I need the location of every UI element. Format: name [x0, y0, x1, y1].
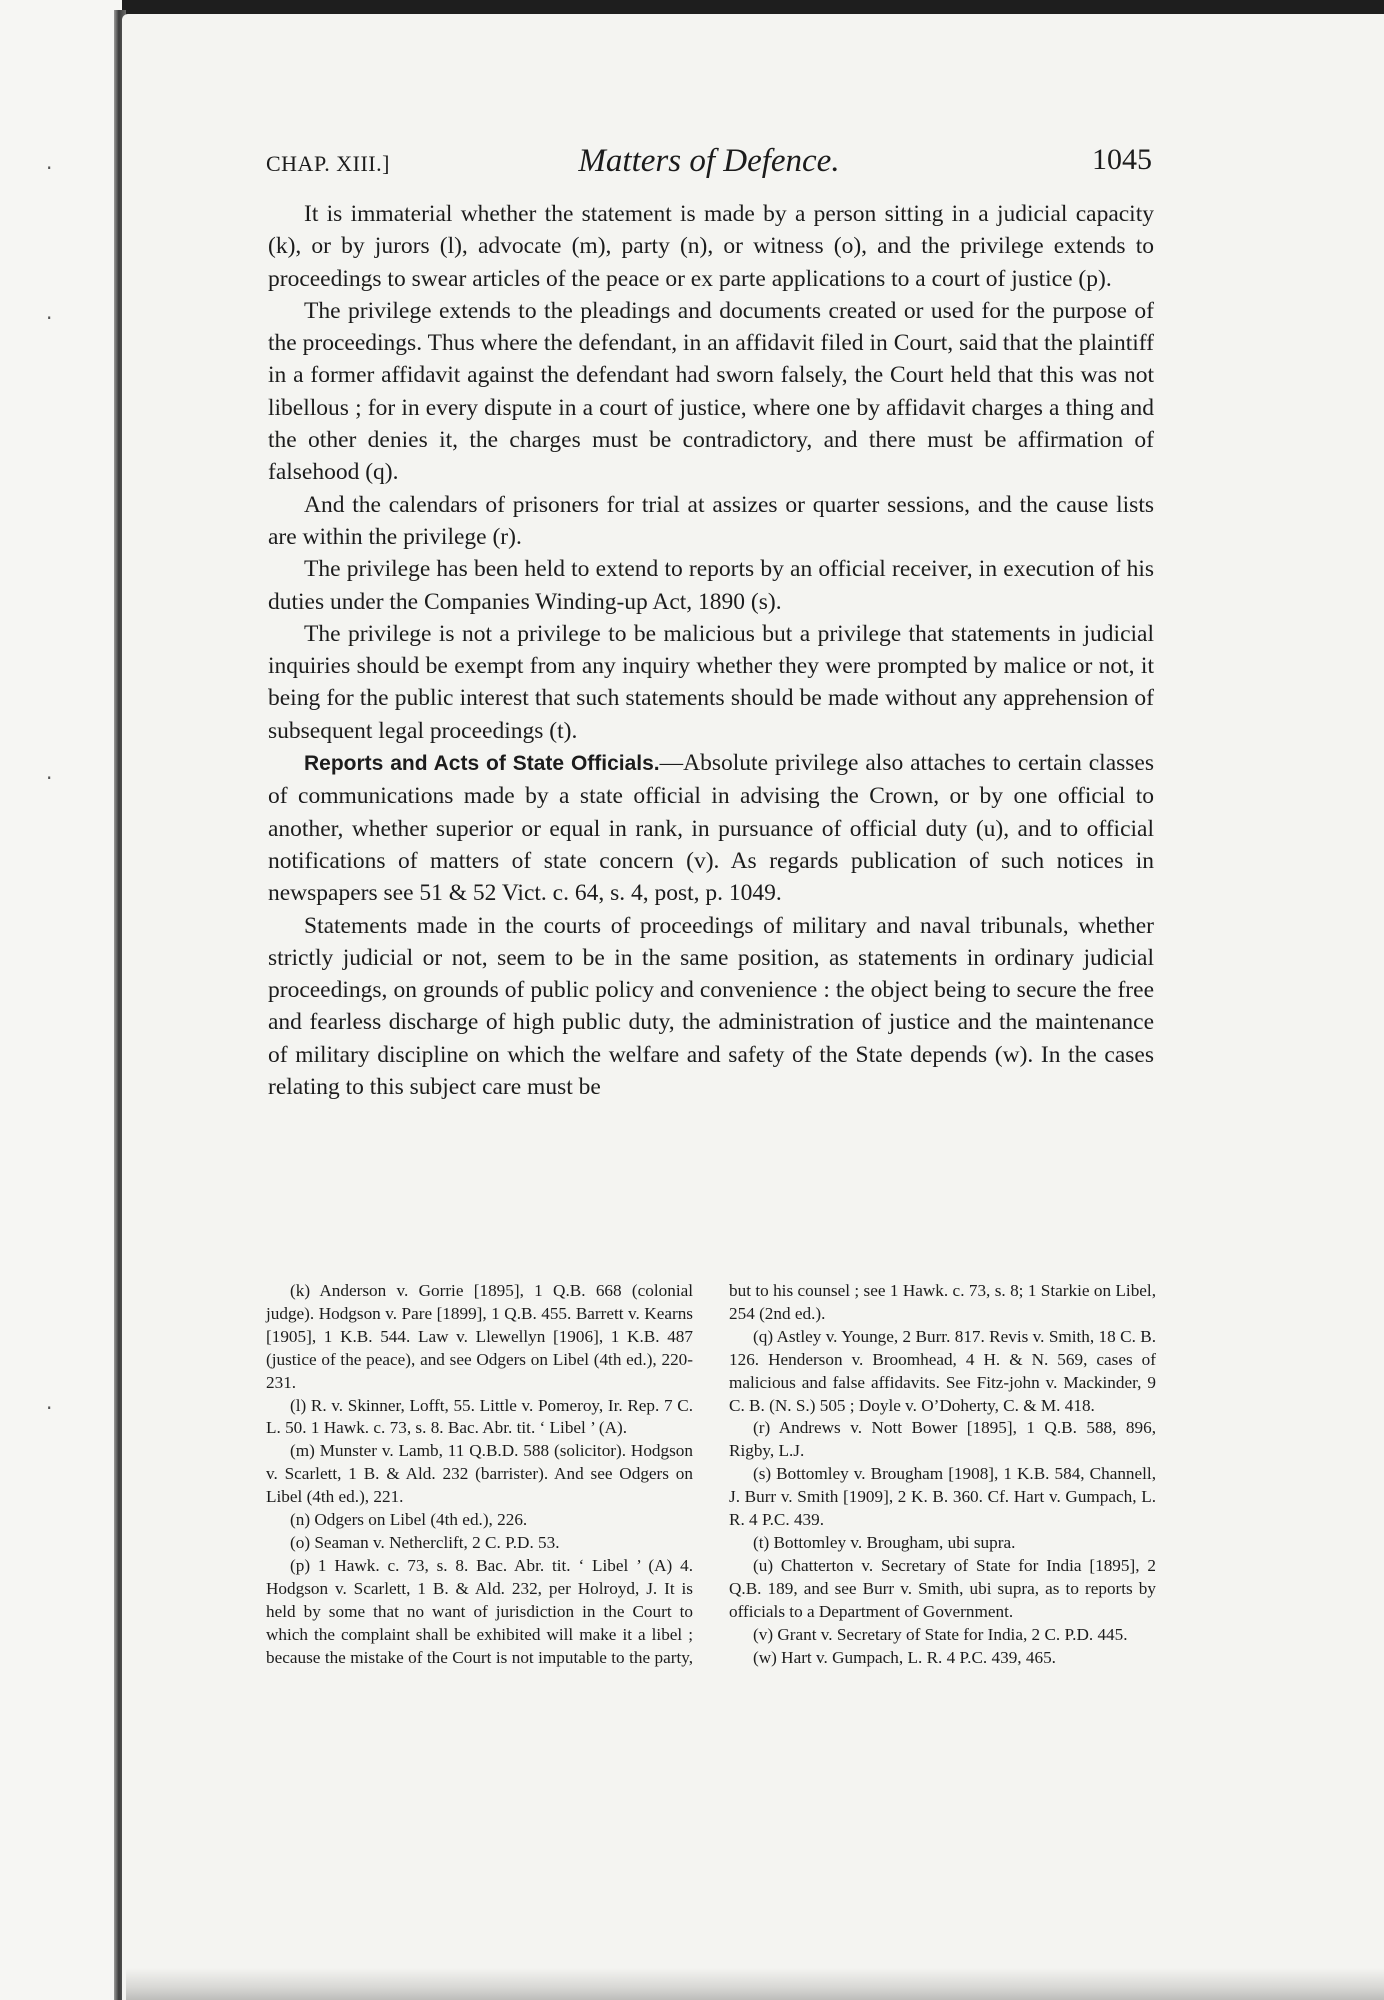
footnote: (w) Hart v. Gumpach, L. R. 4 P.C. 439, 465. — [753, 1647, 1056, 1667]
margin-mark: . — [46, 1390, 53, 1414]
footnote: (r) Andrews v. Nott Bower [1895], 1 Q.B. 588, 896, Rigby, L.J. — [729, 1418, 1156, 1461]
footnote: (s) Bottomley v. Brougham [1908], 1 K.B. 584, Channell, J. Burr v. Smith [1909], 2 K. B. 360. Cf. Hart v. Gumpach, L. R. 4 P.C. 439. — [729, 1464, 1156, 1530]
footnote: (l) R. v. Skinner, Lofft, 55. Little v. Pomeroy, Ir. Rep. 7 C. L. 50. 1 Hawk. c. 73, s. 8. Bac. Abr. tit. ‘ Libel ’ (A). — [266, 1395, 693, 1438]
main-text — [268, 198, 1154, 1103]
paragraph: Statements made in the courts of proceedings of military and naval tribunals, whether strictly judicial or not, seem to be in the same position, as statements in ordinary judicial proceedings, on grounds of public policy and convenience : the object being to secure the free and fearless discharge of high public duty, the administration of justice and the maintenance of military discipline on which the welfare and safety of the State depends (w). In the cases relating to this subject care must be — [268, 912, 1154, 1101]
footnote: (n) Odgers on Libel (4th ed.), 226. — [290, 1510, 528, 1530]
page-bottom-shadow — [126, 1968, 1384, 2000]
adjacent-page-strip — [0, 0, 122, 2000]
margin-mark: . — [46, 300, 53, 324]
footnote: (u) Chatterton v. Secretary of State for India [1895], 2 Q.B. 189, and see Burr v. Smith, ubi supra, as to reports by officials to a Department of Government. — [729, 1555, 1156, 1621]
paragraph: And the calendars of prisoners for trial at assizes or quarter sessions, and the cause lists are within the privilege (r). — [268, 491, 1154, 550]
paragraph-text: —Absolute privilege also attaches to certain classes of communications made by a state official in advising the Crown, or by one official to another, whether superior or equal in rank, in pursuance of official duty (u), and to official notifications of matters of state concern (v). As regards publication of such notices in newspapers see 51 & 52 Vict. c. 64, s. 4, post, p. 1049. — [268, 750, 1154, 907]
margin-mark: . — [46, 150, 53, 174]
footnote: (m) Munster v. Lamb, 11 Q.B.D. 588 (solicitor). Hodgson v. Scarlett, 1 B. & Ald. 232 (barrister). And see Odgers on Libel (4th ed.), 221. — [266, 1441, 693, 1507]
footnote: (k) Anderson v. Gorrie [1895], 1 Q.B. 668 (colonial judge). Hodgson v. Pare [1899], 1 Q.B. 455. Barrett v. Kearns [1905], 1 K.B. 544. Law v. Llewellyn [1906], 1 K.B. 487 (justice of the peace), and see Odgers on Libel (4th ed.), 220-231. — [266, 1281, 693, 1392]
chapter-label: CHAP. XIII.] — [266, 151, 390, 176]
paragraph: The privilege is not a privilege to be malicious but a privilege that statements in judicial inquiries should be exempt from any inquiry whether they were prompted by malice or not, it being for the public interest that such statements should be made without any apprehension of subsequent legal proceedings (t). — [268, 620, 1154, 744]
footnote: (o) Seaman v. Netherclift, 2 C. P.D. 53. — [290, 1532, 560, 1552]
footnotes — [266, 1280, 1156, 1669]
footnote: (v) Grant v. Secretary of State for India, 2 C. P.D. 445. — [753, 1624, 1128, 1644]
footnote: (p) 1 Hawk. c. 73, s. 8. Bac. Abr. tit. ‘ Libel ’ (A) 4. Hodgson v. Scarlett, 1 B. & Ald. 232, per Holroyd, J. It is held by some that no want of jurisdiction in the Court to which the complaint shall be exhibited will make it a libel ; because the mistake of the Court is not imputable to the party, but to his counsel ; see 1 Hawk. c. 73, s. 8; 1 Starkie on Libel, 254 (2nd ed.). — [266, 1281, 1156, 1667]
running-header — [266, 143, 1152, 183]
running-title: Matters of Defence. — [578, 143, 840, 179]
paragraph — [268, 747, 1154, 909]
paragraph: The privilege has been held to extend to reports by an official receiver, in execution of his duties under the Companies Winding-up Act, 1890 (s). — [268, 556, 1154, 615]
margin-mark: . — [46, 760, 53, 784]
page-number: 1045 — [1092, 143, 1152, 176]
paragraph: The privilege extends to the pleadings and documents created or used for the purpose of the proceedings. Thus where the defendant, in an affidavit filed in Court, said that the plaintiff in a former affidavit against the defendant had sworn falsely, the Court held that this was not libellous ; for in every dispute in a court of justice, where one by affidavit charges a thing and the other denies it, the charges must be contradictory, and there must be affirmation of falsehood (q). — [268, 297, 1154, 486]
footnote: (q) Astley v. Younge, 2 Burr. 817. Revis v. Smith, 18 C. B. 126. Henderson v. Broomhead, 4 H. & N. 569, cases of malicious and false affidavits. See Fitz-john v. Mackinder, 9 C. B. (N. S.) 505 ; Doyle v. O’Doherty, C. & M. 418. — [729, 1326, 1156, 1415]
section-heading: Reports and Acts of State Officials. — [304, 752, 660, 776]
paragraph: It is immaterial whether the statement is made by a person sitting in a judicial capacity (k), or by jurors (l), advocate (m), party (n), or witness (o), and the privilege extends to proceedings to swear articles of the peace or ex parte applications to a court of justice (p). — [268, 201, 1154, 292]
footnote: (t) Bottomley v. Brougham, ubi supra. — [753, 1532, 1016, 1552]
